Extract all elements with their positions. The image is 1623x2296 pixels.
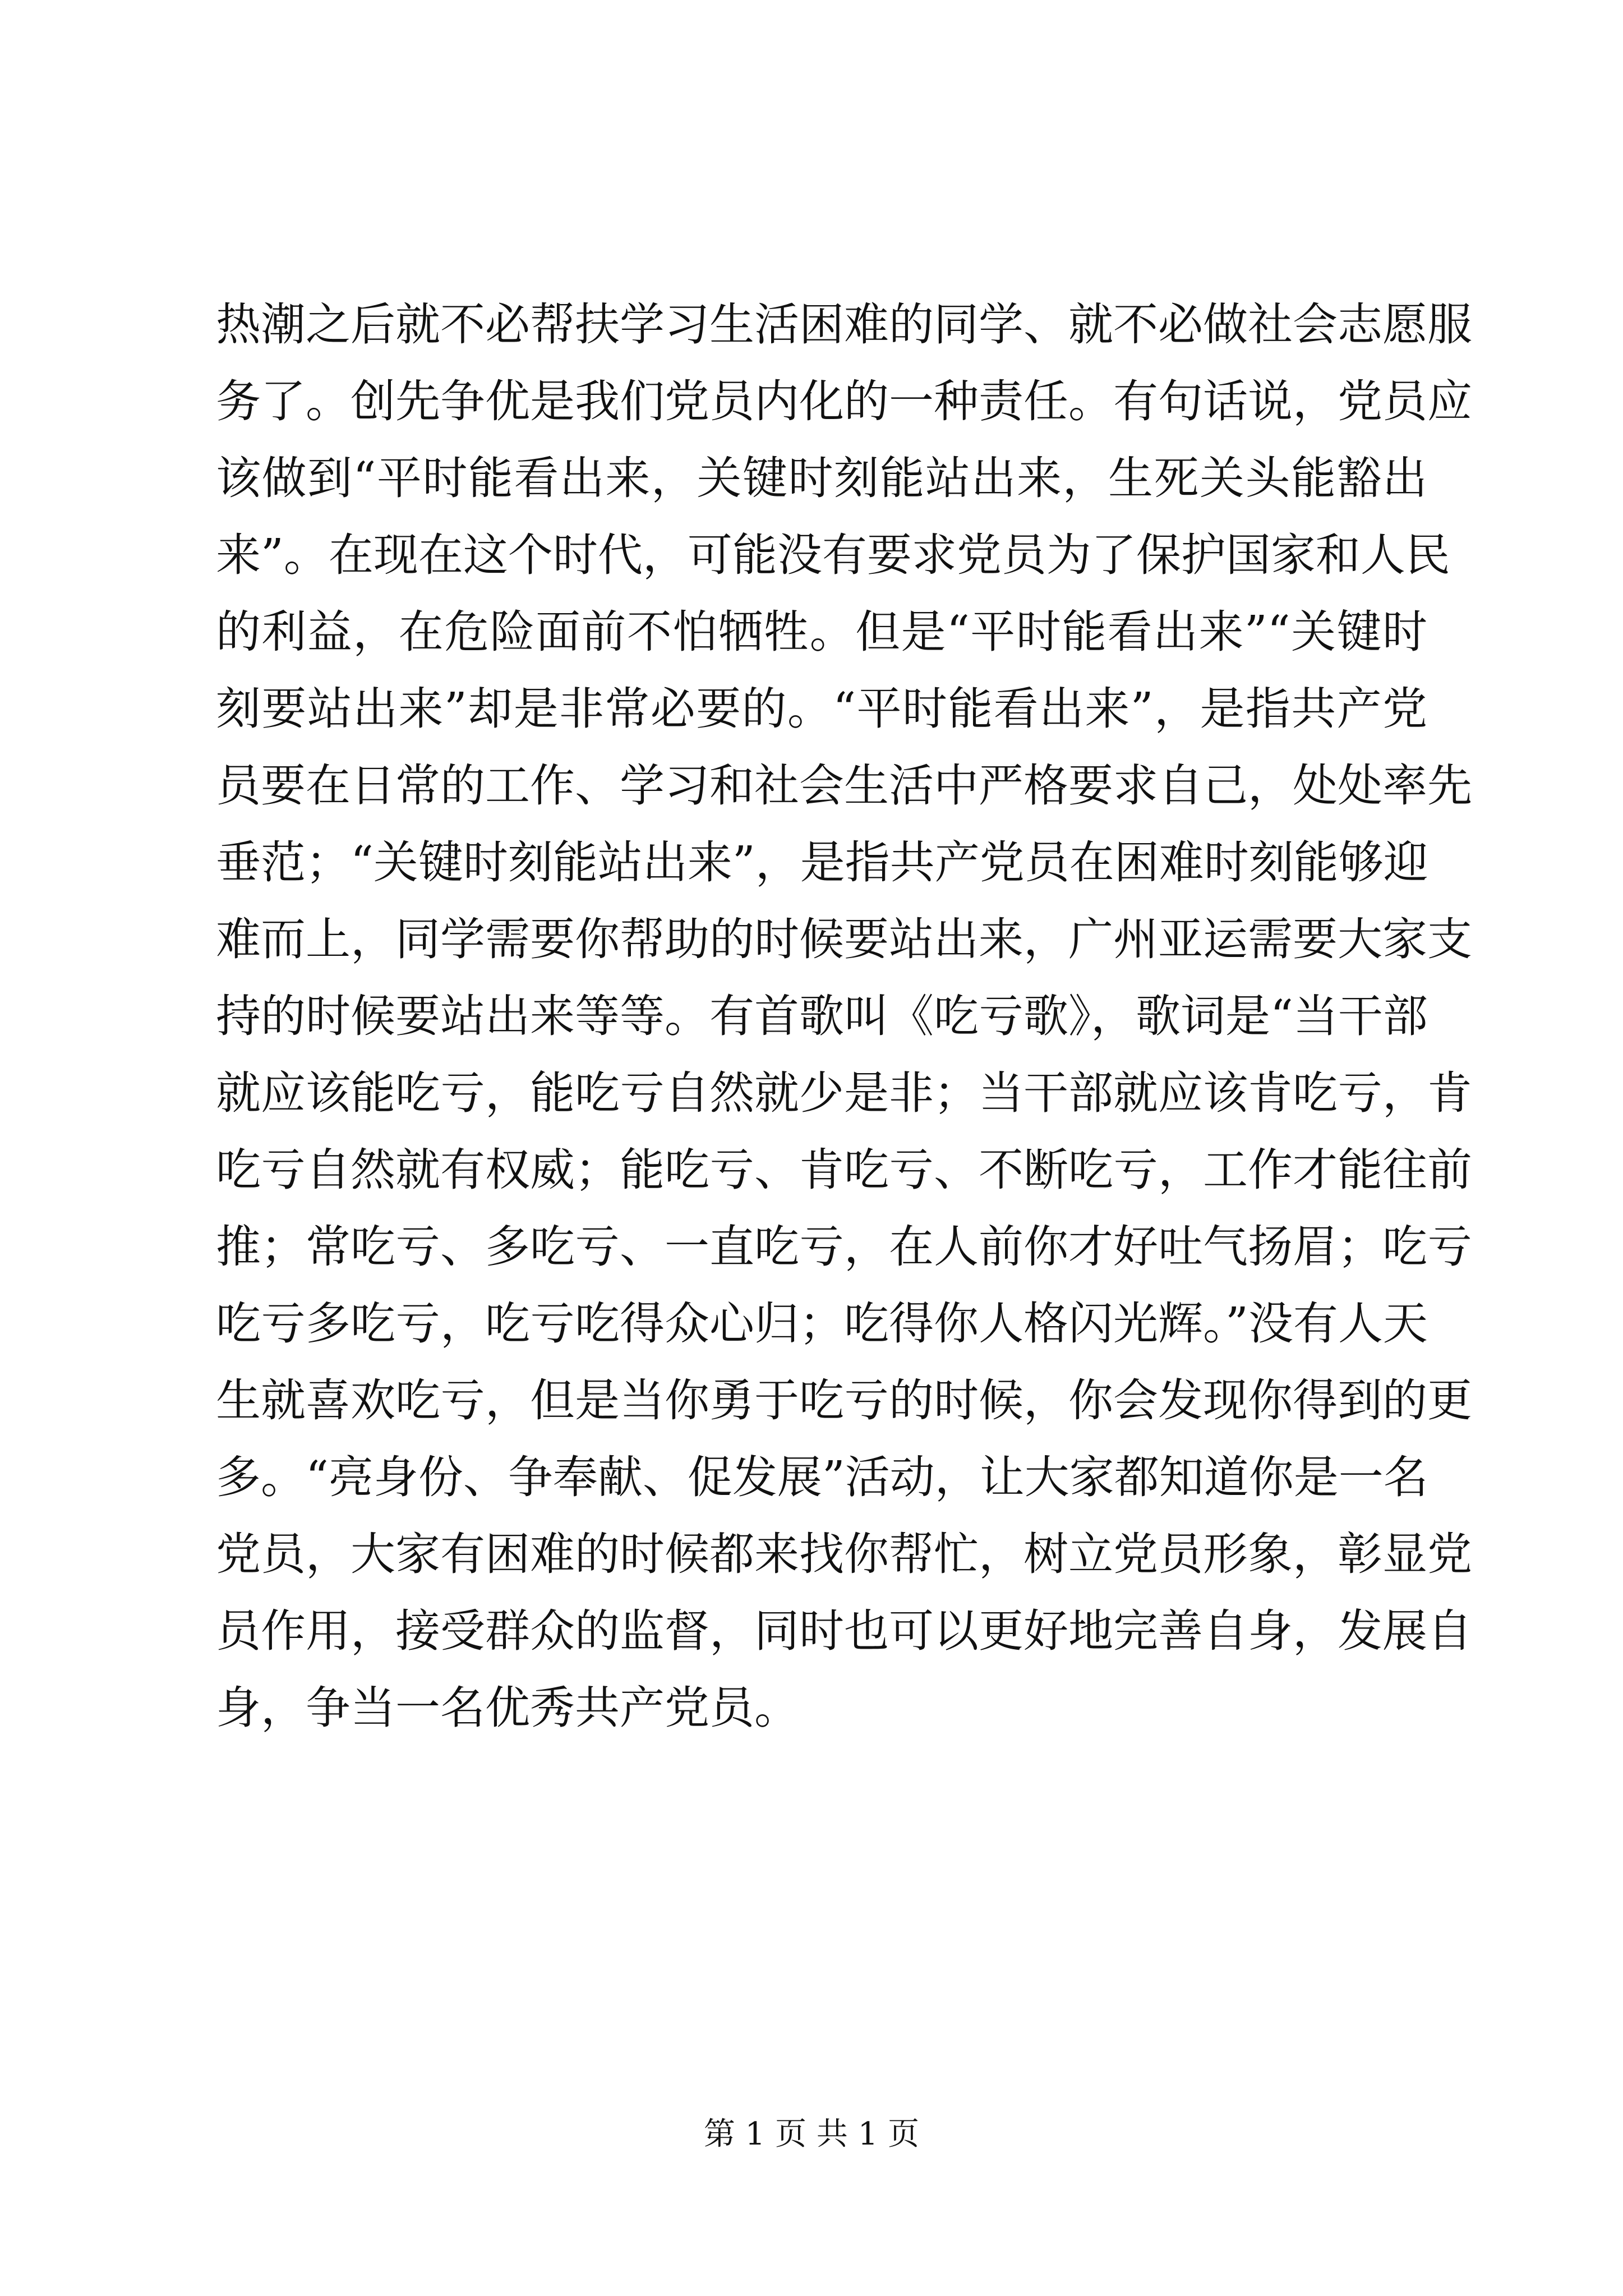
text-line: 就应该能吃亏，能吃亏自然就少是非；当干部就应该肯吃亏，肯 [216, 1067, 1472, 1119]
text-line: 吃亏自然就有权威；能吃亏、肯吃亏、不断吃亏，工作才能往前 [216, 1144, 1472, 1196]
text-line: 党员，大家有困难的时候都来找你帮忙，树立党员形象，彰显党 [216, 1528, 1472, 1580]
text-line: 持的时候要站出来等等。有首歌叫《吃亏歌》，歌词是“当干部 [216, 990, 1428, 1042]
text-line: 垂范；“关键时刻能站出来”，是指共产党员在困难时刻能够迎 [216, 836, 1428, 889]
text-line: 务了。创先争优是我们党员内化的一种责任。有句话说，党员应 [216, 375, 1472, 427]
text-line-last: 身，争当一名优秀共产党员。 [216, 1682, 799, 1734]
text-line: 员作用，接受群众的监督，同时也可以更好地完善自身，发展自 [216, 1605, 1472, 1657]
text-line: 该做到“平时能看出来，关键时刻能站出来，生死关头能豁出 [216, 452, 1427, 504]
text-line: 吃亏多吃亏，吃亏吃得众心归；吃得你人格闪光辉。”没有人天 [216, 1297, 1428, 1350]
page-number-label: 第 1 页 共 1 页 [703, 2116, 920, 2152]
text-line: 的利益，在危险面前不怕牺牲。但是“平时能看出来”“关键时 [216, 606, 1427, 658]
text-line: 员要在日常的工作、学习和社会生活中严格要求自己，处处率先 [216, 760, 1472, 812]
body-paragraph [216, 286, 1472, 1746]
text-line: 热潮之后就不必帮扶学习生活困难的同学、就不必做社会志愿服 [216, 298, 1472, 351]
text-line: 来”。在现在这个时代，可能没有要求党员为了保护国家和人民 [216, 529, 1450, 581]
text-line: 推；常吃亏、多吃亏、一直吃亏，在人前你才好吐气扬眉；吃亏 [216, 1221, 1472, 1273]
page-footer [0, 2115, 1623, 2154]
text-line: 刻要站出来”却是非常必要的。“平时能看出来”，是指共产党 [216, 683, 1427, 735]
text-line: 多。“亮身份、争奉献、促发展”活动，让大家都知道你是一名 [216, 1451, 1428, 1503]
text-line: 生就喜欢吃亏，但是当你勇于吃亏的时候，你会发现你得到的更 [216, 1374, 1472, 1427]
text-line: 难而上，同学需要你帮助的时候要站出来，广州亚运需要大家支 [216, 913, 1472, 965]
